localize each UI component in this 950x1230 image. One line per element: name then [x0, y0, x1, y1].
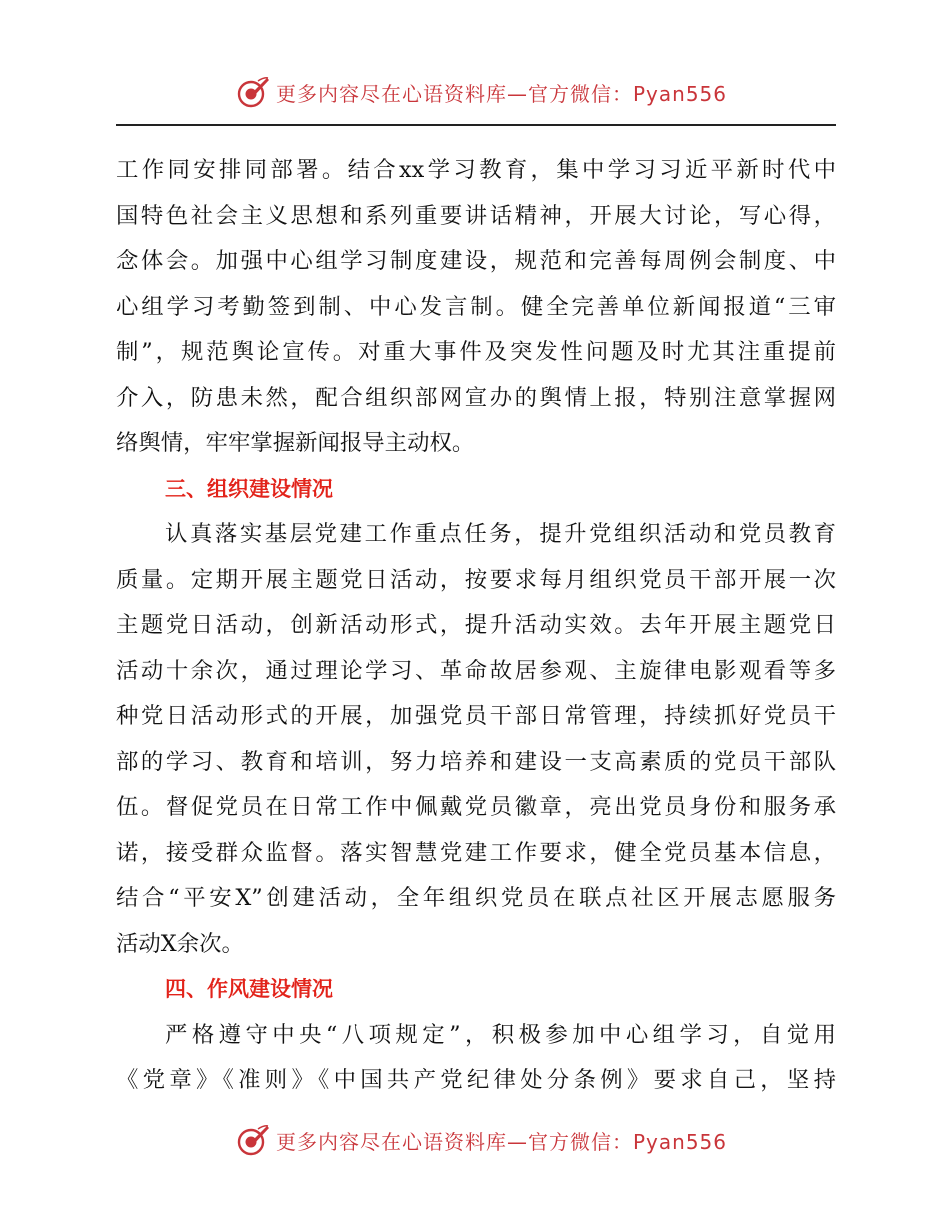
quill-logo-icon [236, 75, 270, 109]
body-line: 结合“平安X”创建活动，全年组织党员在联点社区开展志愿服务 [116, 885, 836, 911]
section-heading: 三、组织建设情况 [165, 476, 333, 501]
body-line: 《党章》《准则》《中国共产党纪律处分条例》要求自己，坚持 [116, 1067, 836, 1093]
body-line: 种党日活动形式的开展，加强党员干部日常管理，持续抓好党员干 [116, 703, 836, 729]
section-heading: 四、作风建设情况 [165, 977, 333, 1001]
body-line: 主题党日活动，创新活动形式，提升活动实效。去年开展主题党日 [116, 612, 836, 638]
body-line: 伍。督促党员在日常工作中佩戴党员徽章，亮出党员身份和服务承 [116, 794, 836, 820]
body-line: 心组学习考勤签到制、中心发言制。健全完善单位新闻报道“三审 [116, 293, 836, 320]
body-line: 活动十余次，通过理论学习、革命故居参观、主旋律电影观看等多 [116, 657, 836, 684]
body-line: 部的学习、教育和培训，努力培养和建设一支高素质的党员干部队 [116, 748, 836, 775]
body-line: 认真落实基层党建工作重点任务，提升党组织活动和党员教育 [165, 521, 836, 547]
body-line: 诺，接受群众监督。落实智慧党建工作要求，健全党员基本信息， [116, 839, 836, 866]
body-line: 活动X余次。 [116, 930, 244, 957]
header-divider [116, 124, 836, 126]
page-footer-watermark [0, 1118, 950, 1162]
body-line: 念体会。加强中心组学习制度建设，规范和完善每周例会制度、中 [116, 248, 836, 274]
quill-logo-icon [236, 1123, 270, 1157]
body-line: 严格遵守中央“八项规定”，积极参加中心组学习，自觉用 [165, 1021, 836, 1048]
body-line: 络舆情，牢牢掌握新闻报导主动权。 [116, 430, 475, 456]
body-line: 制”，规范舆论宣传。对重大事件及突发性问题及时尤其注重提前 [116, 339, 836, 365]
body-line: 工作同安排同部署。结合xx学习教育，集中学习习近平新时代中 [116, 157, 836, 183]
header-watermark-text: 更多内容尽在心语资料库—官方微信：Pyan556 [276, 81, 728, 106]
body-line: 介入，防患未然，配合组织部网宣办的舆情上报，特别注意掌握网 [116, 384, 836, 411]
body-line: 质量。定期开展主题党日活动，按要求每月组织党员干部开展一次 [116, 566, 836, 593]
document-body [116, 148, 836, 1104]
footer-watermark-text: 更多内容尽在心语资料库—官方微信：Pyan556 [276, 1129, 728, 1154]
page-header-watermark [0, 70, 950, 114]
body-line: 国特色社会主义思想和系列重要讲话精神，开展大讨论，写心得， [116, 202, 836, 229]
